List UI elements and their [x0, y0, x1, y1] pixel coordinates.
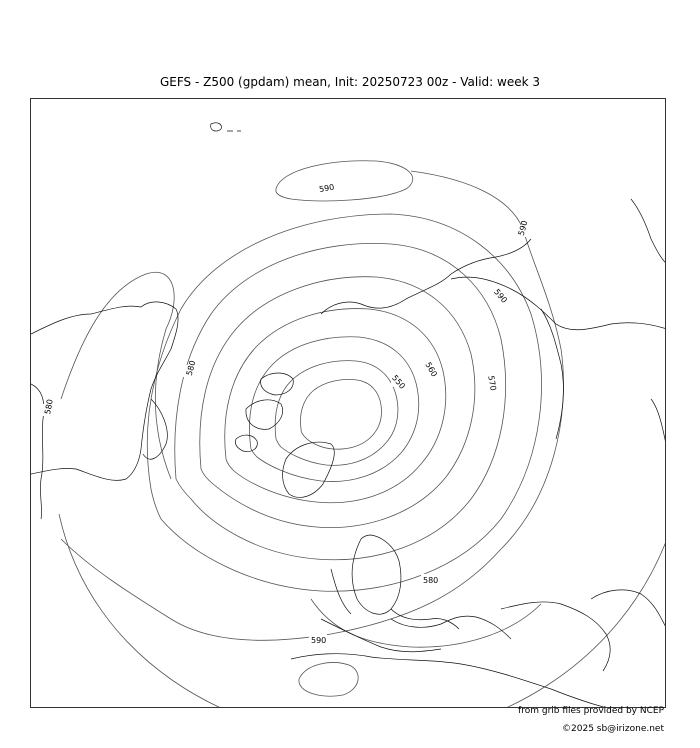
coast-east-asia-right: [651, 399, 666, 449]
hemisphere-edge: [59, 514, 666, 708]
coast-north-africa: [291, 654, 611, 708]
coast-arctic-islands: [235, 373, 293, 452]
contour-560: [200, 277, 475, 528]
contour-label: 560: [423, 360, 439, 379]
coast-greenland: [283, 442, 335, 497]
contour-label: 580: [43, 398, 55, 416]
contour-590-pacific: [276, 161, 413, 201]
contour-580: [147, 214, 541, 591]
contour-label: 570: [486, 374, 498, 392]
coast-arabia: [501, 602, 610, 671]
coast-east-asia: [541, 309, 563, 439]
contour-520: [301, 379, 382, 449]
coast-eurasia-north: [321, 239, 531, 314]
contour-530: [275, 361, 398, 466]
contour-label: 580: [184, 359, 198, 377]
coast-scandinavia: [352, 535, 401, 614]
contour-590-outer: [61, 171, 564, 640]
coast-mediterranean: [321, 609, 459, 652]
polar-map: [31, 99, 666, 708]
map-title: GEFS - Z500 (gpdam) mean, Init: 20250723 00z - Valid: week 3: [159, 75, 541, 89]
contour-label: 550: [390, 373, 407, 391]
source-credit: from grib files provided by NCEP: [518, 706, 664, 716]
contour-label-group: [39, 183, 529, 645]
copyright-credit: ©2025 sb@irizone.net: [562, 724, 664, 734]
coast-siberia: [451, 277, 666, 330]
contour-small-south: [299, 663, 358, 697]
coast-japan: [631, 199, 666, 264]
contour-590-africa: [311, 599, 541, 647]
contour-label: 590: [516, 219, 530, 237]
coast-north-america: [31, 302, 178, 480]
contour-540: [249, 337, 418, 482]
contour-label: 580: [423, 576, 439, 585]
map-frame: [30, 98, 666, 708]
contour-label: 590: [318, 182, 336, 195]
coast-alaska-islands: [211, 123, 241, 131]
contour-label: 590: [492, 287, 509, 305]
contour-label: 590: [311, 636, 327, 645]
contour-570: [175, 243, 506, 559]
